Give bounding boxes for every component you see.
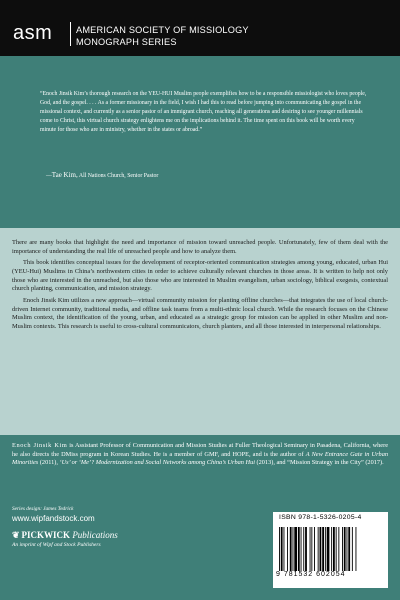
book-description	[12, 239, 388, 332]
author-bio	[12, 442, 388, 468]
series-title-line2: MONOGRAPH SERIES	[76, 37, 177, 47]
bio-text-2: (2011),	[38, 459, 60, 466]
publisher-suffix: Publications	[72, 530, 118, 540]
endorsement-quote: “Enoch Jinsik Kim’s thorough research on the YEU-HUI Muslim people exemplifies how to be a responsible missiologist who loves people, God, and the gospel. . . . As a former missionary in the field, I wish I had this to read before jumping into communicating the gospel in the missional context, and currently as a senior pastor of an immigrant church, reaching all generations and desiring to see younger millennials come to Christ, this virtual church strategy enlightens me on the implications behind it. The time spent on this book will be worth every minute for those who are in ministry, whether in the states or abroad.”	[40, 91, 367, 133]
publisher-name: PICKWICK	[21, 530, 71, 540]
header-divider	[70, 22, 71, 46]
bio-book-1: A New Entrance Gate in Urban Minorities	[12, 450, 388, 466]
description-paragraph-1: There are many books that highlight the need and importance of mission toward unreached people. Unfortunately, few of them deal with the importance of understanding the real life of unreached people and how to analyze them.	[12, 239, 388, 255]
author-name: Enoch Jinsik Kim	[12, 442, 68, 449]
endorsement-attribution	[46, 171, 158, 179]
description-paragraph-2: This book identifies conceptual issues for the development of receptor-oriented communication strategies among young, educated, urban Hui (YEU-Hui) Muslims in China’s northwestern cities in order to achieve culturally relevant churches in those areas. It is written to help not only those who are interested in the unreached, but also those who are interested in Muslim evangelism, urban sociology, biblical exegesis, contextual church planting, communication, and mission strategy.	[12, 259, 388, 293]
bio-text-3: (2013), and “Mission Strategy in the City” (2017).	[254, 459, 384, 466]
design-credit: Series design: James Tedrick	[12, 506, 74, 512]
attribution-name: Tae Kim,	[51, 171, 78, 179]
barcode-number: 9 781532 602054	[276, 571, 346, 578]
publisher-website: www.wipfandstock.com	[12, 514, 95, 523]
pickwick-icon: ❦	[12, 530, 20, 540]
attribution-role: All Nations Church, Senior Pastor	[78, 173, 159, 179]
attribution-dash: —	[46, 173, 52, 179]
asm-logo: asm	[13, 22, 53, 44]
isbn-label: ISBN 978-1-5326-0205-4	[279, 514, 362, 521]
barcode-icon	[279, 527, 387, 571]
imprint-line: An imprint of Wipf and Stock Publishers	[12, 542, 101, 548]
series-header	[0, 0, 400, 56]
series-title	[76, 24, 249, 48]
publisher-logo	[12, 530, 118, 541]
bio-book-2: ‘Us’ or ‘Me’? Modernization and Social Networks among China’s Urban Hui	[59, 459, 255, 466]
series-title-line1: AMERICAN SOCIETY OF MISSIOLOGY	[76, 25, 249, 35]
description-paragraph-3: Enoch Jinsik Kim utilizes a new approach—virtual community mission for planting offline churches—that integrates the use of local church-driven Internet community, traditional media, and offline task teams from a multi-ethnic local church. While the research focuses on the Chinese Muslim context, the identification of the young, urban, and educated as a strategic group for mission can be applied in other Muslim and non-Muslim contexts. This research is useful to cross-cultural communicators, church planters, and all those interested in interpersonal relationships.	[12, 296, 388, 330]
bio-text-1: is Assistant Professor of Communication and Mission Studies at Fuller Theological Seminary in Pasadena, California, where he also directs the DMiss program in Korean Studies. He is a member of GMF, and HOPE, and is the author of	[12, 442, 388, 458]
